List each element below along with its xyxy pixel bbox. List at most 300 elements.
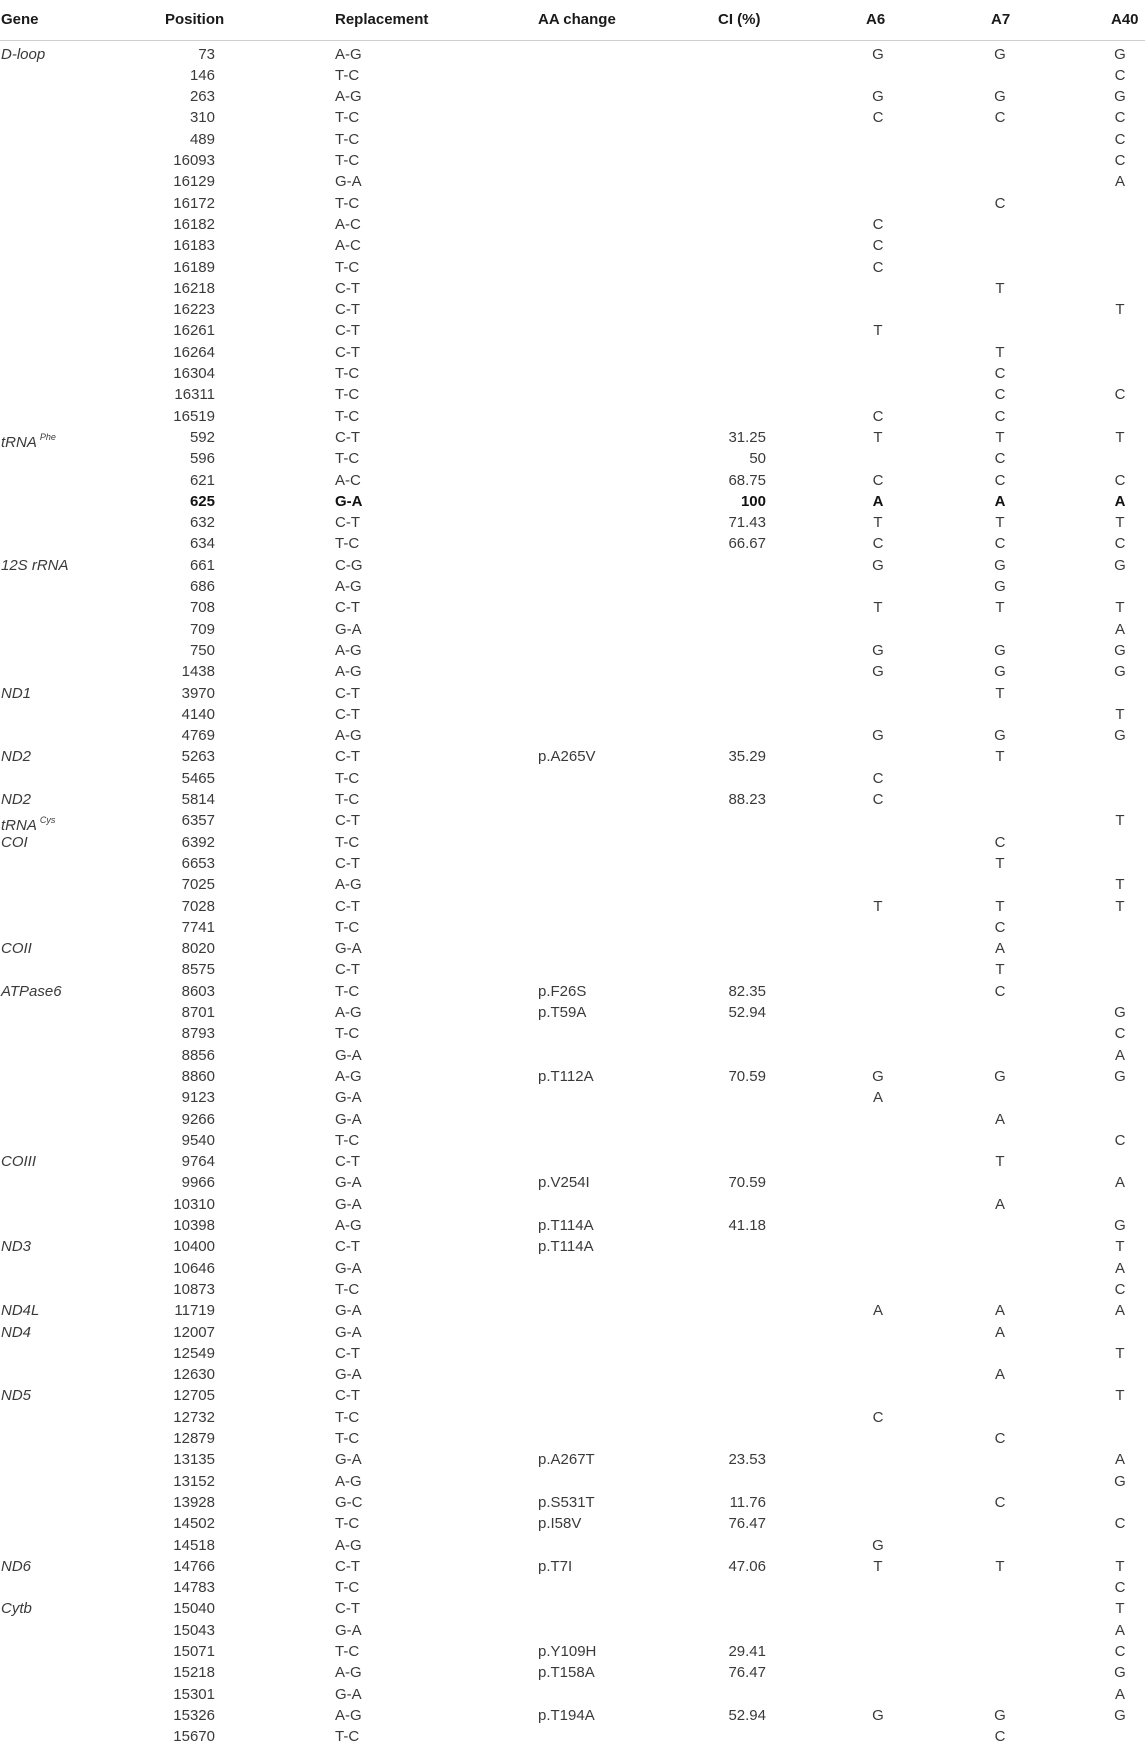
- cell-position: [153, 407, 215, 426]
- table-row: [0, 384, 1145, 405]
- cell-a7: [992, 492, 1008, 511]
- cell-a40: [1112, 1046, 1128, 1065]
- cell-a40-text: C: [1114, 152, 1126, 169]
- table-row: [0, 1343, 1145, 1364]
- cell-replacement: [335, 939, 362, 958]
- cell-a40: [1112, 1450, 1128, 1469]
- cell-replacement-text: C-T: [335, 961, 360, 979]
- cell-a6-text: C: [872, 258, 884, 276]
- cell-a6: [870, 769, 886, 788]
- cell-position: [153, 513, 215, 532]
- cell-replacement: [335, 875, 362, 894]
- cell-a6-text: G: [872, 45, 884, 63]
- cell-a6: [870, 321, 886, 340]
- cell-a7: [992, 471, 1008, 490]
- table-row: [0, 981, 1145, 1002]
- cell-a40: [1112, 45, 1128, 64]
- table-row: [0, 1428, 1145, 1449]
- cell-ci-text: 76.47: [728, 1515, 766, 1533]
- table-row: [0, 320, 1145, 341]
- cell-a6-text: G: [872, 88, 884, 106]
- cell-position: [153, 258, 215, 277]
- table-row: [0, 448, 1145, 469]
- cell-replacement: [335, 1663, 362, 1682]
- cell-a7: [992, 684, 1008, 703]
- cell-replacement-text: G-A: [335, 1621, 362, 1639]
- cell-replacement: [335, 258, 359, 277]
- cell-replacement: [335, 66, 359, 85]
- cell-a7: [992, 1706, 1008, 1725]
- cell-replacement: [335, 130, 359, 149]
- cell-replacement-text: G-A: [335, 1110, 362, 1128]
- cell-position-text: 14518: [173, 1536, 215, 1554]
- cell-gene-text: ATPase6: [1, 982, 62, 1000]
- cell-gene-text: COIII: [1, 1153, 37, 1171]
- cell-replacement-text: T-C: [335, 1728, 360, 1746]
- cell-a40: [1112, 1003, 1128, 1022]
- cell-position: [153, 556, 215, 575]
- cell-a7: [992, 1493, 1008, 1512]
- cell-position: [153, 236, 215, 255]
- cell-a40: [1112, 1280, 1128, 1299]
- cell-a6-text: A: [872, 492, 884, 510]
- cell-position: [153, 1301, 215, 1320]
- cell-replacement-text: C-T: [335, 897, 360, 915]
- cell-aa-change-text: p.A265V: [538, 748, 596, 766]
- cell-aa-change: [538, 1663, 595, 1682]
- cell-a7: [992, 939, 1008, 958]
- header-gene: Gene: [1, 11, 39, 28]
- cell-replacement-text: T-C: [335, 450, 360, 468]
- cell-a40-text: C: [1114, 386, 1126, 404]
- cell-position-text: 16183: [173, 237, 215, 255]
- cell-a7-text: C: [994, 109, 1006, 127]
- cell-position-text: 5814: [181, 791, 215, 808]
- cell-a6: [870, 428, 886, 447]
- cell-replacement-text: C-T: [335, 599, 360, 617]
- cell-position-text: 6392: [181, 833, 215, 851]
- cell-a40-text: A: [1114, 1259, 1125, 1277]
- cell-aa-change: [538, 1067, 594, 1086]
- cell-gene: [1, 1323, 31, 1342]
- cell-position-text: 3970: [181, 684, 215, 702]
- table-row: [0, 896, 1145, 917]
- cell-replacement: [335, 1237, 360, 1256]
- cell-ci-text: 35.29: [728, 748, 766, 766]
- cell-a40: [1112, 620, 1128, 639]
- cell-a40-text: C: [1114, 1131, 1126, 1149]
- table-row: [0, 512, 1145, 533]
- cell-aa-change-text: p.S531T: [538, 1493, 595, 1511]
- cell-position: [153, 1408, 215, 1427]
- cell-a7: [992, 1301, 1008, 1320]
- cell-position-text: 13152: [173, 1472, 215, 1490]
- table-row: [0, 1279, 1145, 1300]
- cell-replacement-text: A-G: [335, 1536, 362, 1554]
- cell-gene: [1, 1386, 31, 1405]
- header-a40: A40: [1111, 11, 1139, 28]
- cell-replacement-text: T-C: [335, 1579, 360, 1597]
- cell-a7-text: C: [994, 1430, 1006, 1447]
- cell-replacement: [335, 1514, 359, 1533]
- table-row: [0, 597, 1145, 618]
- cell-a40: [1112, 1621, 1128, 1640]
- table-row: [0, 810, 1145, 835]
- cell-a7-text: G: [994, 663, 1006, 681]
- cell-replacement: [335, 1472, 362, 1491]
- cell-aa-change-text: p.Y109H: [538, 1643, 597, 1660]
- cell-a7-text: C: [994, 918, 1006, 936]
- cell-gene-text: ND4: [1, 1323, 32, 1341]
- gene-superscript: Cys: [39, 815, 56, 826]
- cell-position-text: 12705: [173, 1387, 215, 1405]
- cell-replacement: [335, 449, 359, 468]
- cell-replacement: [335, 492, 363, 511]
- table-row: [0, 299, 1145, 320]
- cell-position-text: 708: [189, 599, 215, 617]
- cell-gene: [1, 939, 32, 958]
- cell-position: [153, 1152, 215, 1171]
- cell-position: [153, 918, 215, 937]
- cell-gene: [1, 684, 31, 703]
- cell-position: [153, 811, 215, 830]
- cell-replacement: [335, 194, 359, 213]
- cell-replacement-text: T-C: [335, 535, 360, 553]
- cell-a40-text: T: [1115, 705, 1125, 723]
- cell-replacement: [335, 1003, 362, 1022]
- cell-ci-text: 70.59: [728, 1067, 766, 1085]
- cell-replacement: [335, 1642, 359, 1661]
- cell-replacement-text: T-C: [335, 769, 360, 787]
- cell-replacement-text: T-C: [335, 791, 360, 808]
- cell-position: [153, 684, 215, 703]
- cell-position: [153, 747, 215, 766]
- cell-replacement-text: C-T: [335, 279, 360, 297]
- table-row: [0, 1598, 1145, 1619]
- cell-position: [153, 194, 215, 213]
- cell-position-text: 10400: [173, 1238, 215, 1256]
- cell-replacement: [335, 300, 360, 319]
- cell-a6-text: C: [872, 109, 884, 127]
- table-row: [0, 1300, 1145, 1321]
- cell-a40: [1112, 1024, 1128, 1043]
- table-row: [0, 1109, 1145, 1130]
- cell-a7-text: G: [994, 641, 1006, 659]
- cell-a6: [870, 726, 886, 745]
- cell-position-text: 8856: [181, 1046, 215, 1064]
- cell-replacement-text: C-G: [335, 556, 363, 574]
- cell-position: [153, 897, 215, 916]
- cell-replacement: [335, 1365, 362, 1384]
- cell-position-text: 8603: [181, 982, 215, 1000]
- cell-position: [153, 428, 215, 447]
- cell-position-text: 15326: [173, 1706, 215, 1724]
- cell-position-text: 12732: [173, 1408, 215, 1426]
- cell-a40: [1112, 385, 1128, 404]
- cell-position: [153, 577, 215, 596]
- table-row: [0, 171, 1145, 192]
- cell-aa-change: [538, 982, 586, 1001]
- cell-replacement: [335, 279, 360, 298]
- cell-a40-text: G: [1114, 1067, 1126, 1085]
- cell-a6-text: G: [872, 1067, 884, 1085]
- cell-a7-text: A: [994, 1302, 1005, 1320]
- cell-a40: [1112, 641, 1128, 660]
- cell-replacement: [335, 790, 359, 809]
- table-row: [0, 1236, 1145, 1257]
- cell-a7-text: G: [994, 556, 1006, 574]
- cell-a40-text: A: [1114, 1046, 1125, 1064]
- cell-a40-text: T: [1115, 812, 1125, 830]
- cell-a7: [992, 343, 1008, 362]
- table-row: [0, 1023, 1145, 1044]
- cell-a40-text: A: [1114, 173, 1125, 191]
- cell-replacement-text: G-A: [335, 1174, 362, 1192]
- cell-aa-change-text: p.I58V: [538, 1515, 582, 1533]
- cell-replacement: [335, 1706, 362, 1725]
- cell-a7: [992, 1557, 1008, 1576]
- cell-position: [153, 854, 215, 873]
- cell-a7-text: C: [994, 471, 1006, 489]
- table-row: [0, 1577, 1145, 1598]
- table-header: [0, 0, 1145, 41]
- cell-aa-change-text: p.T59A: [538, 1004, 587, 1021]
- cell-replacement-text: G-A: [335, 1259, 362, 1277]
- cell-replacement: [335, 1536, 362, 1555]
- cell-a40-text: C: [1114, 130, 1126, 148]
- cell-a7: [992, 982, 1008, 1001]
- cell-replacement: [335, 1024, 359, 1043]
- table-row: [0, 874, 1145, 895]
- table-row: [0, 1087, 1145, 1108]
- cell-a40-text: G: [1114, 727, 1126, 745]
- cell-replacement-text: C-T: [335, 812, 360, 830]
- cell-position-text: 709: [189, 620, 215, 638]
- cell-a6: [870, 1088, 886, 1107]
- cell-replacement: [335, 1621, 362, 1640]
- cell-position-text: 625: [189, 492, 215, 510]
- cell-ci-text: 47.06: [728, 1557, 766, 1575]
- cell-position-text: 1438: [181, 663, 215, 681]
- cell-position-text: 16223: [173, 301, 215, 319]
- table-row: [0, 725, 1145, 746]
- cell-a40: [1112, 598, 1128, 617]
- cell-a6-text: T: [873, 599, 883, 617]
- table-row: [0, 1641, 1145, 1662]
- cell-replacement: [335, 1216, 362, 1235]
- table-row: [0, 768, 1145, 789]
- cell-a7-text: T: [995, 854, 1005, 872]
- cell-a6: [870, 556, 886, 575]
- cell-replacement: [335, 705, 360, 724]
- cell-position: [153, 662, 215, 681]
- cell-position-text: 7741: [181, 918, 215, 936]
- cell-replacement: [335, 1131, 359, 1150]
- cell-position-text: 13928: [173, 1493, 215, 1511]
- cell-gene-text: ND2: [1, 748, 32, 766]
- table-row: [0, 470, 1145, 491]
- cell-ci: [710, 1067, 766, 1086]
- cell-gene: [1, 790, 31, 809]
- table-row: [0, 1045, 1145, 1066]
- cell-replacement: [335, 1450, 362, 1469]
- cell-position: [153, 1663, 215, 1682]
- cell-position-text: 5263: [181, 748, 215, 766]
- cell-position-text: 16264: [173, 343, 215, 361]
- cell-a40-text: A: [1114, 1685, 1125, 1703]
- cell-a40: [1112, 556, 1128, 575]
- cell-a6-text: G: [872, 727, 884, 745]
- table-row: [0, 1172, 1145, 1193]
- cell-ci-text: 88.23: [728, 791, 766, 808]
- cell-a40-text: C: [1114, 1280, 1126, 1298]
- cell-position-text: 592: [189, 428, 215, 446]
- cell-a7: [992, 87, 1008, 106]
- cell-a7-text: T: [995, 343, 1005, 361]
- cell-position: [153, 620, 215, 639]
- cell-a40: [1112, 1578, 1128, 1597]
- cell-position: [153, 66, 215, 85]
- cell-ci-text: 76.47: [728, 1664, 766, 1682]
- cell-ci: [710, 1557, 766, 1576]
- cell-replacement: [335, 1578, 359, 1597]
- cell-a7: [992, 577, 1008, 596]
- cell-replacement: [335, 1599, 360, 1618]
- cell-replacement: [335, 108, 359, 127]
- cell-a7-text: G: [994, 1706, 1006, 1724]
- header-replacement: Replacement: [335, 11, 429, 28]
- cell-ci: [710, 471, 766, 490]
- cell-a7-text: G: [994, 45, 1006, 63]
- cell-replacement-text: C-T: [335, 514, 360, 532]
- cell-position: [153, 1046, 215, 1065]
- cell-ci-text: 100: [740, 492, 766, 510]
- cell-position-text: 12630: [173, 1366, 215, 1384]
- cell-a40: [1112, 1706, 1128, 1725]
- cell-replacement-text: T-C: [335, 152, 360, 169]
- cell-position: [153, 1557, 215, 1576]
- cell-position: [153, 641, 215, 660]
- cell-a40-text: G: [1114, 641, 1126, 659]
- cell-ci: [710, 1706, 766, 1725]
- cell-a40: [1112, 1216, 1128, 1235]
- cell-a40-text: G: [1114, 1472, 1126, 1490]
- cell-position: [153, 1024, 215, 1043]
- table-row: [0, 193, 1145, 214]
- cell-position-text: 15301: [173, 1685, 215, 1703]
- cell-position-text: 10646: [173, 1259, 215, 1277]
- cell-a40: [1112, 705, 1128, 724]
- header-aa-change: AA change: [538, 11, 616, 28]
- cell-position: [153, 449, 215, 468]
- cell-a40: [1112, 151, 1128, 170]
- cell-position-text: 9266: [181, 1110, 215, 1128]
- cell-ci: [710, 1003, 766, 1022]
- cell-a7: [992, 726, 1008, 745]
- table-row: [0, 1705, 1145, 1726]
- cell-position: [153, 1514, 215, 1533]
- cell-a7: [992, 407, 1008, 426]
- cell-a40: [1112, 1642, 1128, 1661]
- table-row: [0, 1513, 1145, 1534]
- cell-a40-text: T: [1115, 1557, 1125, 1575]
- table-row: [0, 1002, 1145, 1023]
- cell-a40-text: T: [1115, 1344, 1125, 1362]
- header-a6: A6: [866, 11, 886, 28]
- cell-a6: [870, 1301, 886, 1320]
- cell-a40: [1112, 875, 1128, 894]
- cell-position: [153, 172, 215, 191]
- cell-replacement-text: C-T: [335, 854, 360, 872]
- table-row: [0, 1215, 1145, 1236]
- table-row: [0, 789, 1145, 810]
- table-row: [0, 832, 1145, 853]
- cell-position-text: 73: [198, 45, 215, 63]
- cell-a40: [1112, 1344, 1128, 1363]
- table-row: [0, 65, 1145, 86]
- cell-position: [153, 1365, 215, 1384]
- cell-position: [153, 1003, 215, 1022]
- cell-replacement: [335, 151, 359, 170]
- cell-a40-text: C: [1114, 471, 1126, 489]
- cell-a40-text: C: [1114, 535, 1126, 553]
- cell-a7: [992, 833, 1008, 852]
- header-a7: A7: [991, 11, 1011, 28]
- cell-ci: [710, 1642, 766, 1661]
- cell-a7-text: T: [995, 961, 1005, 979]
- cell-replacement-text: C-T: [335, 684, 360, 702]
- cell-gene-text: tRNA: [1, 817, 37, 835]
- cell-ci-text: 50: [749, 450, 766, 468]
- cell-a7: [992, 897, 1008, 916]
- cell-a6: [870, 215, 886, 234]
- cell-a40: [1112, 428, 1128, 447]
- cell-a7: [992, 1152, 1008, 1171]
- table-row: [0, 1385, 1145, 1406]
- cell-gene-text: ND1: [1, 684, 32, 702]
- cell-a6: [870, 662, 886, 681]
- cell-replacement: [335, 534, 359, 553]
- cell-a7-text: C: [994, 982, 1006, 1000]
- table-row: [0, 1322, 1145, 1343]
- cell-position-text: 146: [189, 66, 215, 84]
- cell-a40-text: G: [1114, 1004, 1126, 1021]
- cell-a6-text: C: [872, 1408, 884, 1426]
- cell-gene: [1, 747, 31, 766]
- cell-ci-text: 29.41: [728, 1643, 766, 1660]
- cell-gene-text: ND4L: [1, 1302, 40, 1320]
- cell-position: [153, 1216, 215, 1235]
- cell-aa-change-text: p.T7I: [538, 1557, 573, 1575]
- table-row: [0, 1556, 1145, 1577]
- cell-replacement: [335, 321, 360, 340]
- cell-ci-text: 41.18: [728, 1217, 766, 1234]
- cell-position: [153, 1493, 215, 1512]
- cell-a6-text: C: [872, 237, 884, 255]
- cell-a7-text: T: [995, 684, 1005, 702]
- cell-replacement-text: T-C: [335, 66, 360, 84]
- cell-position-text: 10873: [173, 1280, 215, 1298]
- cell-a7: [992, 1195, 1008, 1214]
- cell-replacement: [335, 428, 360, 447]
- cell-a40-text: T: [1115, 876, 1125, 894]
- cell-a40: [1112, 534, 1128, 553]
- table-row: [0, 1492, 1145, 1513]
- cell-a40: [1112, 513, 1128, 532]
- cell-position-text: 15040: [173, 1600, 215, 1618]
- cell-ci: [710, 1663, 766, 1682]
- table-row: [0, 533, 1145, 554]
